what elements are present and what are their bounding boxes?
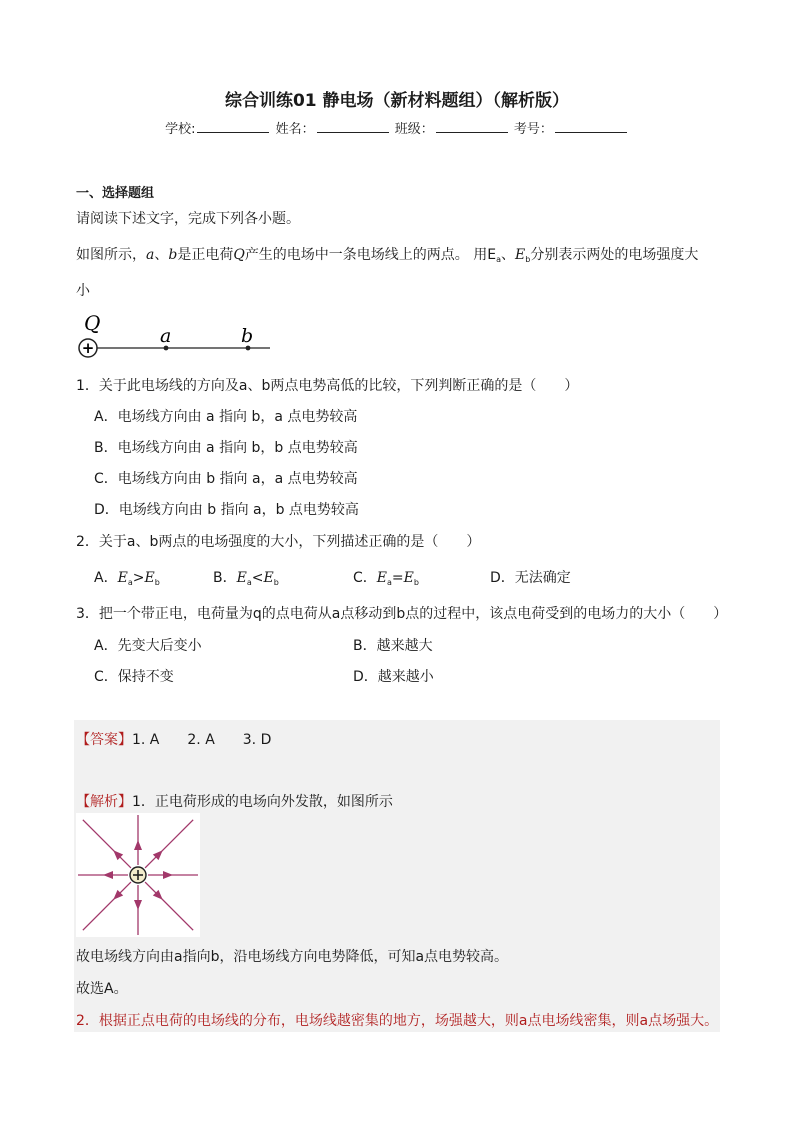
q2-option-d[interactable]: D．无法确定 [490, 570, 571, 586]
separator: 、 [501, 247, 516, 263]
symbol-e: E [403, 570, 414, 586]
student-info-line [0, 118, 794, 137]
plus-sign: + [81, 339, 95, 357]
field-line-figure [78, 312, 278, 364]
class-blank [436, 120, 508, 133]
option-letter: C． [353, 570, 377, 586]
analysis-line-2: 故电场线方向由a指向b，沿电场线方向电势降低，可知a点电势较高。 [76, 949, 509, 965]
radial-field-figure [76, 813, 200, 937]
page-title: 综合训练01 静电场（新材料题组）（解析版） [224, 91, 570, 111]
q1-option-c[interactable]: C．电场线方向由 b 指向 a，a 点电势较高 [94, 471, 358, 487]
answer-label: 【答案】 [76, 732, 132, 748]
question-1-stem: 1．关于此电场线的方向及a、b两点电势高低的比较，下列判断正确的是（ ） [76, 378, 579, 394]
class-label: 班级： [394, 122, 434, 137]
charge-label: Q [84, 312, 101, 335]
field-line [145, 882, 193, 930]
relation-lt: < [251, 570, 264, 586]
answer-text: 1. A 2. A 3. D [132, 732, 272, 748]
point-a-label: a [160, 325, 172, 347]
q2-option-c[interactable] [353, 567, 419, 587]
q3-option-b[interactable]: B．越来越大 [353, 638, 433, 654]
separator: 、 [154, 247, 169, 263]
var-q: Q [233, 247, 245, 263]
subscript-a: a [496, 255, 502, 264]
analysis-label: 【解析】 [76, 794, 132, 810]
subscript-b: b [154, 578, 160, 587]
relation-eq: = [391, 570, 404, 586]
name-blank [317, 120, 389, 133]
school-blank [197, 120, 269, 133]
exam-no-label: 考号： [513, 122, 553, 137]
subscript-a: a [246, 578, 252, 587]
q1-option-d[interactable]: D．电场线方向由 b 指向 a，b 点电势较高 [94, 502, 359, 518]
field-line [83, 820, 131, 868]
symbol-e: E [263, 570, 274, 586]
analysis-line-4: 2．根据正点电荷的电场线的分布，电场线越密集的地方，场强越大，则a点电场线密集，则a点场强大。 [76, 1013, 719, 1029]
passage-text: 如图所示， [76, 247, 146, 263]
field-arrow [103, 871, 113, 879]
field-arrow [163, 871, 173, 879]
field-arrow [134, 840, 142, 850]
q2-option-a[interactable] [94, 567, 160, 587]
subscript-a: a [127, 578, 133, 587]
question-3-stem: 3．把一个带正电，电荷量为q的点电荷从a点移动到b点的过程中，该点电荷受到的电场力的大小（ ） [76, 606, 728, 622]
q2-option-b[interactable] [213, 567, 279, 587]
section-heading: 一、选择题组 [76, 186, 155, 201]
option-letter: A． [94, 570, 118, 586]
passage-line-2: 小 [76, 283, 90, 299]
q3-option-d[interactable]: D．越来越小 [353, 669, 434, 685]
q3-option-c[interactable]: C．保持不变 [94, 669, 174, 685]
q3-option-a[interactable]: A．先变大后变小 [94, 638, 202, 654]
exam-no-blank [555, 120, 627, 133]
subscript-b: b [413, 578, 419, 587]
q1-option-b[interactable]: B．电场线方向由 a 指向 b，b 点电势较高 [94, 440, 358, 456]
field-arrow [134, 900, 142, 910]
symbol-e: E [144, 570, 155, 586]
subscript-b: b [525, 255, 531, 264]
field-line [145, 820, 193, 868]
passage-text: 是正电荷 [177, 247, 234, 263]
analysis-text: 1．正电荷形成的电场向外发散，如图所示 [132, 794, 393, 810]
q1-option-a[interactable]: A．电场线方向由 a 指向 b，a 点电势较高 [94, 409, 358, 425]
passage-text: 分别表示两处的电场强度大 [530, 247, 699, 263]
subscript-b: b [273, 578, 279, 587]
name-label: 姓名： [275, 122, 315, 137]
analysis-line-1 [76, 791, 393, 811]
option-letter: B． [213, 570, 237, 586]
point-b-label: b [241, 325, 254, 347]
subscript-a: a [387, 578, 392, 587]
field-line [83, 882, 131, 930]
relation-gt: > [132, 570, 145, 586]
intro-text: 请阅读下述文字，完成下列各小题。 [76, 211, 300, 227]
symbol-e: E [236, 570, 247, 586]
passage-line-1 [76, 244, 698, 264]
symbol-e: E [487, 247, 497, 263]
var-a: a [146, 247, 155, 263]
analysis-line-3: 故选A。 [76, 981, 128, 997]
school-label: 学校: [165, 122, 196, 137]
symbol-e: E [515, 247, 526, 263]
symbol-e: E [376, 570, 388, 586]
symbol-e: E [117, 570, 128, 586]
answer-line [76, 729, 271, 749]
passage-text: 产生的电场中一条电场线上的两点。 用 [244, 247, 488, 263]
question-2-stem: 2．关于a、b两点的电场强度的大小，下列描述正确的是（ ） [76, 534, 481, 550]
var-b: b [168, 247, 178, 263]
